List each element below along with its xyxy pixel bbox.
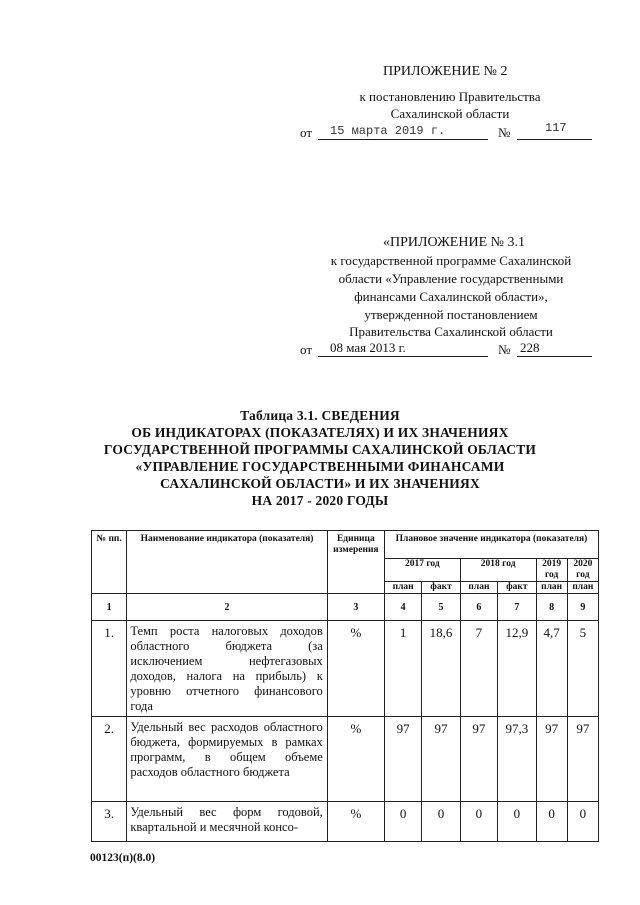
header-2017-plan: план: [384, 582, 421, 594]
row-value: 97: [422, 717, 460, 802]
appendix31-title: «ПРИЛОЖЕНИЕ № 3.1: [383, 235, 525, 250]
column-numbers-row: [92, 594, 599, 621]
row-num: 2.: [92, 717, 127, 802]
table-title-line-6: НА 2017 - 2020 ГОДЫ: [251, 493, 389, 508]
appendix2-title: ПРИЛОЖЕНИЕ № 2: [383, 64, 508, 79]
appendix31-from-label: от: [300, 342, 313, 357]
col-number: 8: [536, 594, 567, 621]
appendix31-line-1: к государственной программе Сахалинской: [330, 253, 572, 268]
row-value: 4,7: [536, 621, 567, 717]
row-value: 97: [536, 717, 567, 802]
header-2018-fact: факт: [498, 582, 536, 594]
appendix31-number: 228: [520, 340, 540, 355]
row-name: Удельный вес форм годовой, квартальной и месячной консо-: [127, 802, 327, 842]
row-value: 97: [384, 717, 421, 802]
appendix31-line-4: утвержденной постановлением: [364, 307, 538, 322]
header-2018: 2018 год: [460, 559, 536, 582]
col-number: 7: [498, 594, 536, 621]
col-number: 5: [422, 594, 460, 621]
row-value: 0: [498, 802, 536, 842]
row-value: 97: [460, 717, 497, 802]
row-value: 5: [567, 621, 598, 717]
row-value: 0: [384, 802, 421, 842]
table-row: [92, 802, 599, 842]
header-planned: Плановое значение индикатора (показателя): [384, 531, 598, 559]
document-code: 00123(п)(8.0): [90, 852, 156, 864]
row-value: 12,9: [498, 621, 536, 717]
header-2018-plan: план: [460, 582, 497, 594]
header-2020-plan: план: [567, 582, 598, 594]
row-unit: %: [327, 621, 384, 717]
header-unit: Единица измерения: [327, 531, 384, 594]
row-value: 97: [567, 717, 598, 802]
table-title-line-1: Таблица 3.1. СВЕДЕНИЯ: [240, 408, 400, 423]
row-value: 0: [460, 802, 497, 842]
table-title: [60, 407, 580, 509]
row-unit: %: [327, 717, 384, 802]
appendix31-number-label: №: [498, 342, 511, 357]
indicators-table: [91, 530, 599, 842]
table-title-line-2: ОБ ИНДИКАТОРАХ (ПОКАЗАТЕЛЯХ) И ИХ ЗНАЧЕНИЯХ: [131, 425, 509, 440]
appendix31-line-5: Правительства Сахалинской области: [349, 324, 553, 339]
appendix2-line2: Сахалинской области: [390, 106, 510, 121]
row-unit: %: [327, 802, 384, 842]
table-row: [92, 621, 599, 717]
row-value: 7: [460, 621, 497, 717]
appendix31-line-3: финансами Сахалинской области»,: [354, 289, 548, 304]
row-value: 97,3: [498, 717, 536, 802]
appendix2-from-label: от: [300, 125, 313, 140]
col-number: 1: [92, 594, 127, 621]
col-number: 9: [567, 594, 598, 621]
header-num: № пп.: [92, 531, 127, 594]
row-value: 0: [567, 802, 598, 842]
col-number: 4: [384, 594, 421, 621]
row-value: 0: [536, 802, 567, 842]
table-title-line-3: ГОСУДАРСТВЕННОЙ ПРОГРАММЫ САХАЛИНСКОЙ ОБЛАСТИ: [103, 442, 537, 457]
header-2019-plan: план: [536, 582, 567, 594]
appendix2-number: 117: [545, 121, 567, 135]
appendix2-date: 15 марта 2019 г.: [330, 124, 446, 138]
col-number: 3: [327, 594, 384, 621]
header-2017: 2017 год: [384, 559, 460, 582]
table-title-line-4: «УПРАВЛЕНИЕ ГОСУДАРСТВЕННЫМИ ФИНАНСАМИ: [135, 459, 505, 474]
table-row: [92, 717, 599, 802]
row-num: 3.: [92, 802, 127, 842]
header-2017-fact: факт: [422, 582, 460, 594]
row-num: 1.: [92, 621, 127, 717]
col-number: 6: [460, 594, 497, 621]
row-name: Удельный вес расходов областного бюджета, формируемых в рамках программ, в общем объеме расходов областного бюджета: [127, 717, 327, 802]
appendix31-date: 08 мая 2013 г.: [330, 340, 406, 355]
appendix2-line1: к постановлению Правительства: [359, 89, 541, 104]
appendix31-line-2: области «Управление государственными: [338, 271, 564, 286]
appendix2-number-label: №: [498, 125, 511, 140]
row-value: 18,6: [422, 621, 460, 717]
col-number: 2: [127, 594, 327, 621]
header-2019: 2019 год: [536, 559, 567, 582]
row-name: Темп роста налоговых доходов областного бюджета (за исключением нефтегазовых доходов, налога на прибыль) к уровню отчетного финансового года: [127, 621, 327, 717]
table-title-line-5: САХАЛИНСКОЙ ОБЛАСТИ» И ИХ ЗНАЧЕНИЯХ: [160, 476, 480, 491]
row-value: 0: [422, 802, 460, 842]
row-value: 1: [384, 621, 421, 717]
header-2020: 2020 год: [567, 559, 598, 582]
header-name: Наименование индикатора (показателя): [127, 531, 327, 594]
